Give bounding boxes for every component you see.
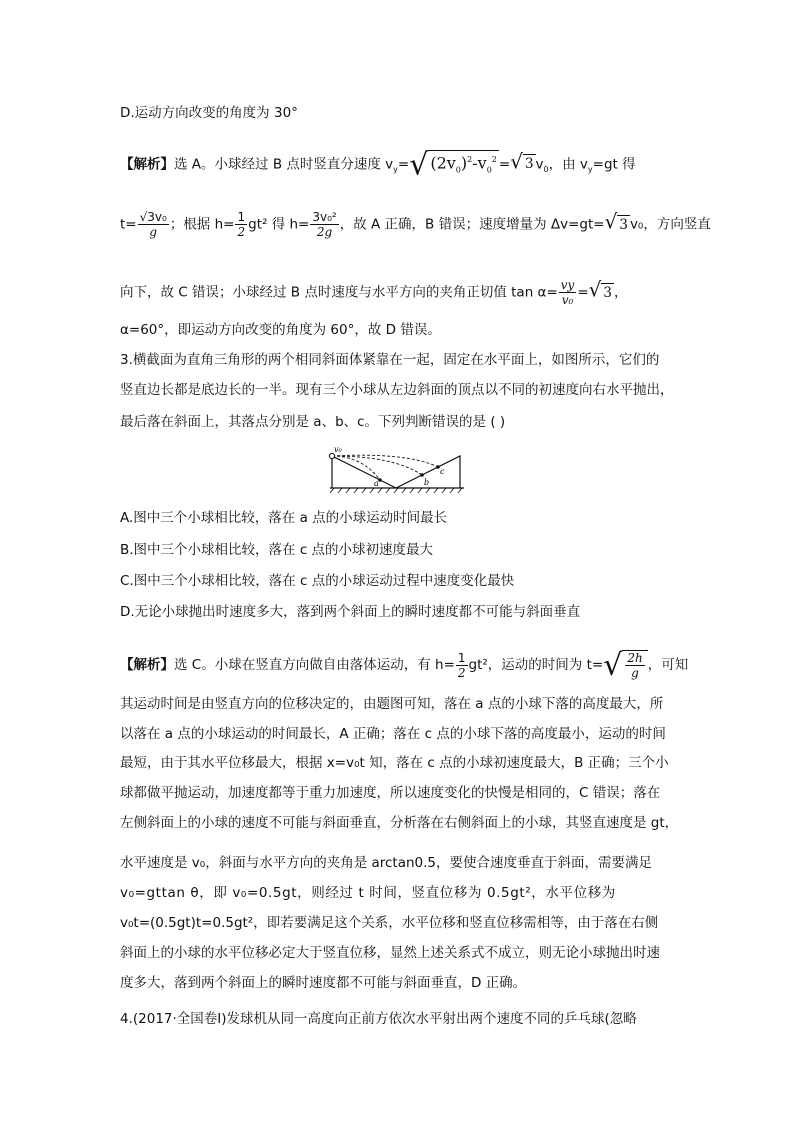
text: = [498,156,511,173]
ground-hatch [330,488,462,493]
text: gt²，运动的时间为 t= [468,657,604,673]
q3-stem-line-2: 竖直边长都是底边长的一半。现有三个小球从左边斜面的顶点以不同的初速度向右水平抛出， [120,382,674,398]
numerator: 1 [237,210,246,224]
analysis-tag: 【解析】 [120,657,174,673]
q3-analysis-line-4: 最短，由于其水平位移最大，根据 x=v₀t 知，落在 c 点的小球初速度最大，B 正确；三个小 [120,755,669,771]
q3-option-c: C.图中三个小球相比较，落在 c 点的小球运动过程中速度变化最快 [120,573,515,589]
fraction [625,651,644,680]
subscript: y [393,165,398,175]
label-c: c [440,467,445,476]
radicand: $(2v_0)^2-v_0^2$ [428,150,499,180]
left-incline [332,456,396,488]
text: v₀，方向竖直 [629,216,711,233]
text: (2v [430,153,456,173]
denominator: 2 [457,665,466,680]
fraction [559,278,577,307]
text: 选 C。小球在竖直方向做自由落体运动，有 h= [174,657,455,673]
q2-analysis-line-2 [120,210,711,239]
q3-analysis-line-6: 左侧斜面上的小球的速度不可能与斜面垂直，分析落在右侧斜面上的小球，其竖直速度是 gt， [120,815,679,831]
q3-option-b: B.图中三个小球相比较，落在 c 点的小球初速度最大 [120,542,434,558]
text: = [577,284,589,301]
text: -v [472,153,487,173]
q3-analysis-line-11: 度多大，落到两个斜面上的瞬时速度都不可能与斜面垂直，D 正确。 [120,975,527,991]
text: 向下，故 C 错误；小球经过 B 点时速度与水平方向的夹角正切值 tan α= [120,284,558,301]
radicand: 3 [524,156,534,173]
text: = [397,156,410,173]
label-v0: v₀ [334,445,342,454]
text: gt² 得 h= [248,216,310,233]
q3-analysis-line-8: v₀=gttan θ，即 v₀=0.5gt，则经过 t 时间，竖直位移为 0.5gt²，水平位移为 [120,885,616,901]
text: =gt 得 [592,156,636,173]
trajectory-c [332,455,438,467]
denominator: g [631,666,639,680]
numerator: 1 [457,650,466,665]
q4-stem: 4.(2017·全国卷Ⅰ)发球机从同一高度向正前方依次水平射出两个速度不同的乒乓球(忽略 [120,1011,637,1027]
denominator: v₀ [561,293,574,307]
numerator: 2h [627,651,643,665]
text: ；根据 h= [169,216,235,233]
fraction [310,210,338,239]
q3-analysis-line-2: 其运动时间是由竖直方向的位移决定的，由题图可知，落在 a 点的小球下落的高度最大，所 [120,696,664,712]
numerator: √3v₀ [139,210,167,224]
radical-sign: √ [409,147,429,183]
q2-analysis-line-4: α=60°，即运动方向改变的角度为 60°，故 D 错误。 [120,322,441,338]
q3-analysis-line-1 [120,648,689,683]
q3-stem-line-1: 3.横截面为直角三角形的两个相同斜面体紧靠在一起，固定在水平面上，如图所示，它们的 [120,352,660,368]
q3-analysis-line-9: v₀t=(0.5gt)t=0.5gt²，即若要满足这个关系，水平位移和竖直位移需相等，由于落在右侧 [120,915,659,931]
q3-analysis-line-3: 以落在 a 点的小球运动的时间最长，A 正确；落在 c 点的小球下落的高度最小，运动的时间 [120,726,666,742]
denominator: 2 [237,225,246,239]
text: v [535,156,544,173]
point-b [420,473,424,477]
radicand: 3 [619,216,628,233]
fraction [138,210,169,239]
q3-stem-line-3: 最后落在斜面上，其落点分别是 a、b、c。下列判断错误的是 ( ) [120,414,506,430]
text: ，可知 [647,657,689,673]
ball [329,453,334,458]
analysis-tag: 【解析】 [120,156,174,173]
numerator: 3v₀² [312,210,337,224]
incline-figure [324,444,470,494]
denominator: 2g [316,225,333,239]
q2-analysis-line-1: 【解析】选 A。小球经过 B 点时竖直分速度 $v_y=√$ $(2v_0)^2-v_0^2$ =√ 3 $v_0$，由 $v_y=gt$ 得 [120,147,636,183]
fraction [456,651,468,680]
radical-sign: √ [604,209,618,234]
text: ，由 v [548,156,588,173]
label-a: a [374,479,379,488]
radicand [622,650,647,680]
q2-analysis-line-3 [120,278,628,307]
radicand: 3 [603,284,612,301]
text: 选 A。小球经过 B 点时竖直分速度 v [174,156,394,173]
denominator: g [149,225,158,239]
radical-sign: √ [603,648,623,683]
label-b: b [424,478,430,487]
fraction [235,210,247,239]
text: ) [460,153,468,173]
q3-analysis-line-5: 球都做平抛运动，加速度都等于重力加速度，所以速度变化的快慢是相同的，C 错误；落在 [120,785,661,801]
q3-analysis-line-7: 水平速度是 v₀，斜面与水平方向的夹角是 arctan0.5，要使合速度垂直于斜面，需要满足 [120,855,653,871]
numerator: vy [560,278,575,292]
radical-sign: √ [510,149,523,174]
text: t= [120,216,137,233]
text: ， [614,284,628,301]
q3-option-a: A.图中三个小球相比较，落在 a 点的小球运动时间最长 [120,510,448,526]
q2-option-d: D.运动方向改变的角度为 30° [120,105,298,121]
text: ，故 A 正确，B 错误；速度增量为 Δv=gt= [339,216,605,233]
q3-analysis-line-10: 斜面上的小球的水平位移必定大于竖直位移，显然上述关系式不成立，则无论小球抛出时速 [120,945,660,961]
q3-option-d: D.无论小球抛出时速度多大，落到两个斜面上的瞬时速度都不可能与斜面垂直 [120,604,581,620]
radical-sign: √ [588,277,602,302]
